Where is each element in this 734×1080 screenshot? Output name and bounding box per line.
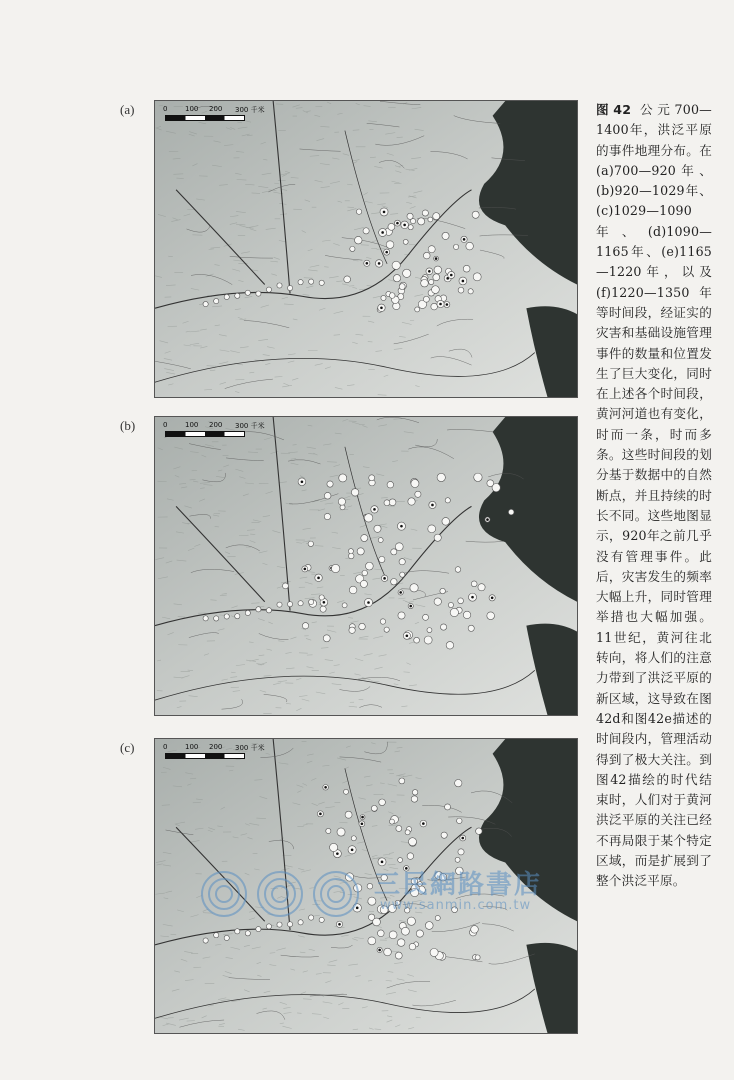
event-marker [407, 917, 415, 925]
event-marker [319, 917, 324, 922]
event-marker [368, 937, 376, 945]
event-marker [508, 509, 514, 515]
event-marker [331, 564, 339, 572]
management-marker [399, 591, 402, 594]
event-marker [473, 273, 481, 281]
management-marker [400, 525, 403, 528]
event-marker [256, 927, 261, 932]
event-marker [421, 279, 429, 287]
event-marker [408, 838, 416, 846]
event-marker [266, 287, 271, 292]
watermark-url: www.sanmin.com.tw [380, 898, 532, 913]
event-marker [391, 549, 397, 555]
management-marker [367, 601, 370, 604]
event-marker [409, 943, 416, 950]
event-marker [448, 602, 453, 607]
event-marker [418, 882, 423, 887]
event-marker [298, 280, 303, 285]
event-marker [378, 538, 383, 543]
event-marker [414, 637, 420, 643]
event-marker [339, 474, 347, 482]
event-marker [434, 598, 441, 605]
event-marker [423, 296, 429, 302]
panel-label-c: (c) [120, 740, 135, 755]
event-marker [224, 614, 229, 619]
management-marker [439, 303, 442, 306]
event-marker [384, 500, 390, 506]
event-marker [343, 789, 348, 794]
event-marker [442, 518, 450, 526]
event-marker [429, 279, 434, 284]
event-marker [362, 570, 368, 576]
event-marker [468, 625, 474, 631]
event-marker [368, 897, 376, 905]
event-marker [422, 210, 428, 216]
management-marker [323, 601, 326, 604]
event-marker [256, 607, 261, 612]
event-marker [324, 513, 330, 519]
event-marker [431, 303, 438, 310]
event-marker [364, 514, 372, 522]
event-marker [388, 223, 395, 230]
event-marker [455, 779, 462, 786]
event-marker [423, 252, 430, 259]
event-marker [397, 939, 405, 947]
management-marker [336, 852, 339, 855]
scale-tick-200: 200 [209, 105, 223, 113]
event-marker [369, 475, 375, 481]
event-marker [468, 289, 473, 294]
management-marker [378, 262, 381, 265]
scale-tick-0: 0 [163, 743, 168, 751]
event-marker [235, 929, 240, 934]
management-marker [381, 231, 384, 234]
event-marker [345, 811, 352, 818]
event-marker [277, 602, 282, 607]
event-marker [287, 602, 292, 607]
event-marker [224, 935, 229, 940]
management-marker [428, 270, 431, 273]
event-marker [381, 295, 386, 300]
event-marker [309, 279, 314, 284]
event-marker [399, 284, 405, 290]
event-marker [412, 790, 417, 795]
event-marker [395, 543, 403, 551]
management-marker [361, 822, 364, 825]
event-marker [386, 241, 394, 249]
event-marker [380, 906, 388, 914]
event-marker [363, 228, 369, 234]
event-marker [434, 534, 441, 541]
event-marker [434, 266, 442, 274]
map-a-image [155, 101, 577, 397]
event-marker [441, 832, 447, 838]
event-marker [411, 479, 419, 487]
event-marker [342, 603, 347, 608]
event-marker [367, 883, 373, 889]
management-marker [405, 867, 408, 870]
event-marker [445, 498, 450, 503]
management-marker [373, 508, 376, 511]
panel-label-b: (b) [120, 418, 136, 433]
management-marker [491, 597, 494, 600]
event-marker [384, 627, 389, 632]
event-marker [256, 291, 261, 296]
event-marker [348, 549, 353, 554]
event-marker [423, 614, 429, 620]
event-marker [302, 623, 308, 629]
management-marker [301, 480, 304, 483]
watermark-text: 三民網路書店 [374, 870, 543, 900]
event-marker [476, 828, 482, 834]
event-marker [337, 828, 345, 836]
event-marker [298, 920, 303, 925]
event-marker [389, 293, 395, 299]
management-marker [471, 596, 474, 599]
management-marker [338, 923, 341, 926]
event-marker [458, 287, 464, 293]
event-marker [245, 290, 250, 295]
event-marker [455, 857, 460, 862]
event-marker [472, 211, 479, 218]
management-marker [304, 568, 307, 571]
event-marker [389, 819, 394, 824]
event-marker [408, 498, 415, 505]
management-marker [356, 907, 359, 910]
event-marker [203, 616, 208, 621]
event-marker [411, 888, 419, 896]
event-marker [245, 931, 250, 936]
event-marker [203, 301, 208, 306]
event-marker [348, 553, 354, 559]
event-marker [471, 926, 479, 934]
event-marker [330, 843, 338, 851]
management-marker [406, 634, 409, 637]
event-marker [203, 938, 208, 943]
management-marker [431, 504, 434, 507]
event-marker [392, 261, 400, 269]
scale-bar-graphic [165, 753, 245, 759]
event-marker [345, 873, 353, 881]
event-marker [349, 627, 355, 633]
event-marker [415, 491, 421, 497]
management-marker [378, 949, 381, 952]
event-marker [430, 948, 438, 956]
event-marker [398, 858, 403, 863]
management-marker [324, 786, 327, 789]
event-marker [298, 601, 303, 606]
event-marker [395, 952, 402, 959]
event-marker [411, 878, 417, 884]
management-marker [486, 518, 489, 521]
event-marker [433, 274, 440, 281]
management-marker [435, 257, 438, 260]
event-marker [359, 623, 366, 630]
event-marker [324, 492, 331, 499]
panel-label-a: (a) [120, 102, 135, 117]
event-marker [425, 922, 433, 930]
event-marker [418, 218, 425, 225]
event-marker [463, 265, 470, 272]
event-marker [440, 624, 446, 630]
event-marker [235, 293, 240, 298]
management-marker [403, 224, 406, 227]
map-panel-b [154, 416, 578, 716]
event-marker [445, 804, 451, 810]
event-marker [319, 280, 324, 285]
event-marker [214, 616, 219, 621]
management-marker [381, 861, 384, 864]
scale-tick-100: 100 [185, 421, 199, 429]
event-marker [435, 915, 440, 920]
scale-tick-0: 0 [163, 105, 168, 113]
scale-tick-300: 300 千米 [235, 106, 265, 114]
event-marker [266, 608, 271, 613]
event-marker [453, 244, 458, 249]
event-marker [224, 294, 229, 299]
management-marker [461, 837, 464, 840]
management-marker [396, 222, 399, 225]
management-marker [463, 238, 466, 241]
event-marker [320, 606, 326, 612]
scale-tick-100: 100 [185, 105, 199, 113]
scale-tick-300: 300 千米 [235, 422, 265, 430]
event-marker [487, 480, 494, 487]
management-marker [380, 306, 383, 309]
event-marker [440, 588, 445, 593]
event-marker [387, 481, 394, 488]
scale-tick-0: 0 [163, 421, 168, 429]
event-marker [393, 275, 400, 282]
event-marker [391, 579, 397, 585]
event-marker [357, 548, 364, 555]
management-marker [462, 280, 465, 283]
event-marker [403, 269, 411, 277]
figure-caption [596, 100, 712, 892]
event-marker [338, 498, 345, 505]
map-b-image [155, 417, 577, 715]
event-marker [349, 586, 357, 594]
event-marker [455, 567, 461, 573]
event-marker [377, 930, 384, 937]
event-marker [389, 931, 397, 939]
event-marker [379, 799, 386, 806]
event-marker [354, 884, 362, 892]
management-marker [351, 848, 354, 851]
event-marker [487, 612, 495, 620]
event-marker [327, 481, 333, 487]
event-marker [474, 473, 482, 481]
event-marker [456, 867, 464, 875]
event-marker [287, 285, 292, 290]
event-marker [424, 636, 432, 644]
event-marker [403, 239, 408, 244]
event-marker [437, 473, 445, 481]
event-marker [351, 836, 356, 841]
event-marker [388, 905, 396, 913]
event-marker [401, 927, 409, 935]
event-marker [411, 796, 417, 802]
event-marker [450, 608, 458, 616]
event-marker [361, 535, 368, 542]
event-marker [344, 276, 351, 283]
event-marker [235, 614, 240, 619]
event-marker [365, 562, 373, 570]
event-marker [398, 612, 405, 619]
event-marker [214, 298, 219, 303]
event-marker [399, 778, 405, 784]
event-marker [277, 922, 282, 927]
event-marker [446, 642, 454, 650]
event-marker [356, 209, 361, 214]
event-marker [405, 830, 410, 835]
event-marker [266, 924, 271, 929]
event-marker [340, 505, 345, 510]
management-marker [319, 813, 322, 816]
event-marker [428, 217, 433, 222]
event-marker [478, 584, 485, 591]
scale-tick-200: 200 [209, 743, 223, 751]
event-marker [408, 225, 413, 230]
event-marker [428, 246, 435, 253]
caption-text: 公元700—1400年，洪泛平原的事件地理分布。在(a)700—920年、(b)920—1029年、(c)1029—1090年、(d)1090—1165年、(e)1165—1220年，以及(f)1220—1350年等时间段，经证实的灾害和基础设施管理事件的数量和位置发生了巨大变化，同时在上述各个时间段，黄河河道也有变化，时而一条，时而多条。这些时间段的划分基于数据中的自然断点，并且持续的时长不同。这些地图显示，920年之前几乎没有管理事件。此后，灾害发生的频率大幅上升，同时管理举措也大幅加强。11世纪，黄河往北转向，将人们的注意力带到了洪泛平原的新区域，这导致在图42d和图42e描述的时间段内，管理活动得到了极大关注。到图42描绘的时代结束时，人们对于黄河洪泛平原的关注已经不再局限于某个特定区域，而是扩展到了整个洪泛平原。 [596, 102, 712, 889]
event-marker [326, 828, 331, 833]
management-marker [446, 303, 449, 306]
management-marker [383, 577, 386, 580]
event-marker [415, 307, 420, 312]
event-marker [400, 572, 405, 577]
event-marker [452, 907, 458, 913]
event-marker [355, 236, 362, 243]
event-marker [319, 595, 324, 600]
scale-tick-100: 100 [185, 743, 199, 751]
event-marker [457, 818, 462, 823]
event-marker [458, 849, 464, 855]
management-marker [385, 251, 388, 254]
event-marker [214, 933, 219, 938]
event-marker [442, 232, 449, 239]
management-marker [366, 262, 369, 265]
event-marker [380, 619, 385, 624]
event-marker [351, 489, 358, 496]
event-marker [475, 955, 480, 960]
event-marker [308, 541, 313, 546]
event-marker [371, 805, 377, 811]
map-panel-c [154, 738, 578, 1034]
event-marker [432, 286, 440, 294]
event-marker [282, 583, 288, 589]
event-marker [410, 584, 418, 592]
event-marker [379, 556, 385, 562]
scale-bar-graphic [165, 115, 245, 121]
event-marker [407, 853, 414, 860]
event-marker [404, 908, 409, 913]
event-marker [416, 930, 423, 937]
management-marker [361, 816, 364, 819]
event-marker [433, 213, 440, 220]
figure-number: 图42 [596, 102, 632, 117]
event-marker [309, 915, 314, 920]
event-marker [439, 874, 446, 881]
scale-tick-300: 300 千米 [235, 744, 265, 752]
event-marker [399, 559, 405, 565]
event-marker [428, 525, 436, 533]
management-marker [422, 822, 425, 825]
event-marker [471, 581, 477, 587]
event-marker [287, 922, 292, 927]
event-marker [410, 219, 415, 224]
event-marker [381, 874, 387, 880]
event-marker [374, 525, 381, 532]
event-marker [396, 826, 402, 832]
event-marker [466, 242, 474, 250]
event-marker [360, 580, 367, 587]
event-marker [309, 599, 314, 604]
event-marker [323, 635, 330, 642]
management-marker [450, 274, 453, 277]
event-marker [427, 628, 432, 633]
event-marker [395, 900, 400, 905]
event-marker [373, 918, 381, 926]
scale-tick-200: 200 [209, 421, 223, 429]
event-marker [350, 246, 355, 251]
management-marker [409, 605, 412, 608]
event-marker [245, 610, 250, 615]
management-marker [317, 577, 320, 580]
management-marker [383, 211, 386, 214]
event-marker [384, 948, 392, 956]
map-c-image [155, 739, 577, 1033]
event-marker [277, 283, 282, 288]
scale-bar-graphic [165, 431, 245, 437]
event-marker [463, 611, 470, 618]
event-marker [458, 598, 464, 604]
map-panel-a [154, 100, 578, 398]
event-marker [389, 499, 396, 506]
